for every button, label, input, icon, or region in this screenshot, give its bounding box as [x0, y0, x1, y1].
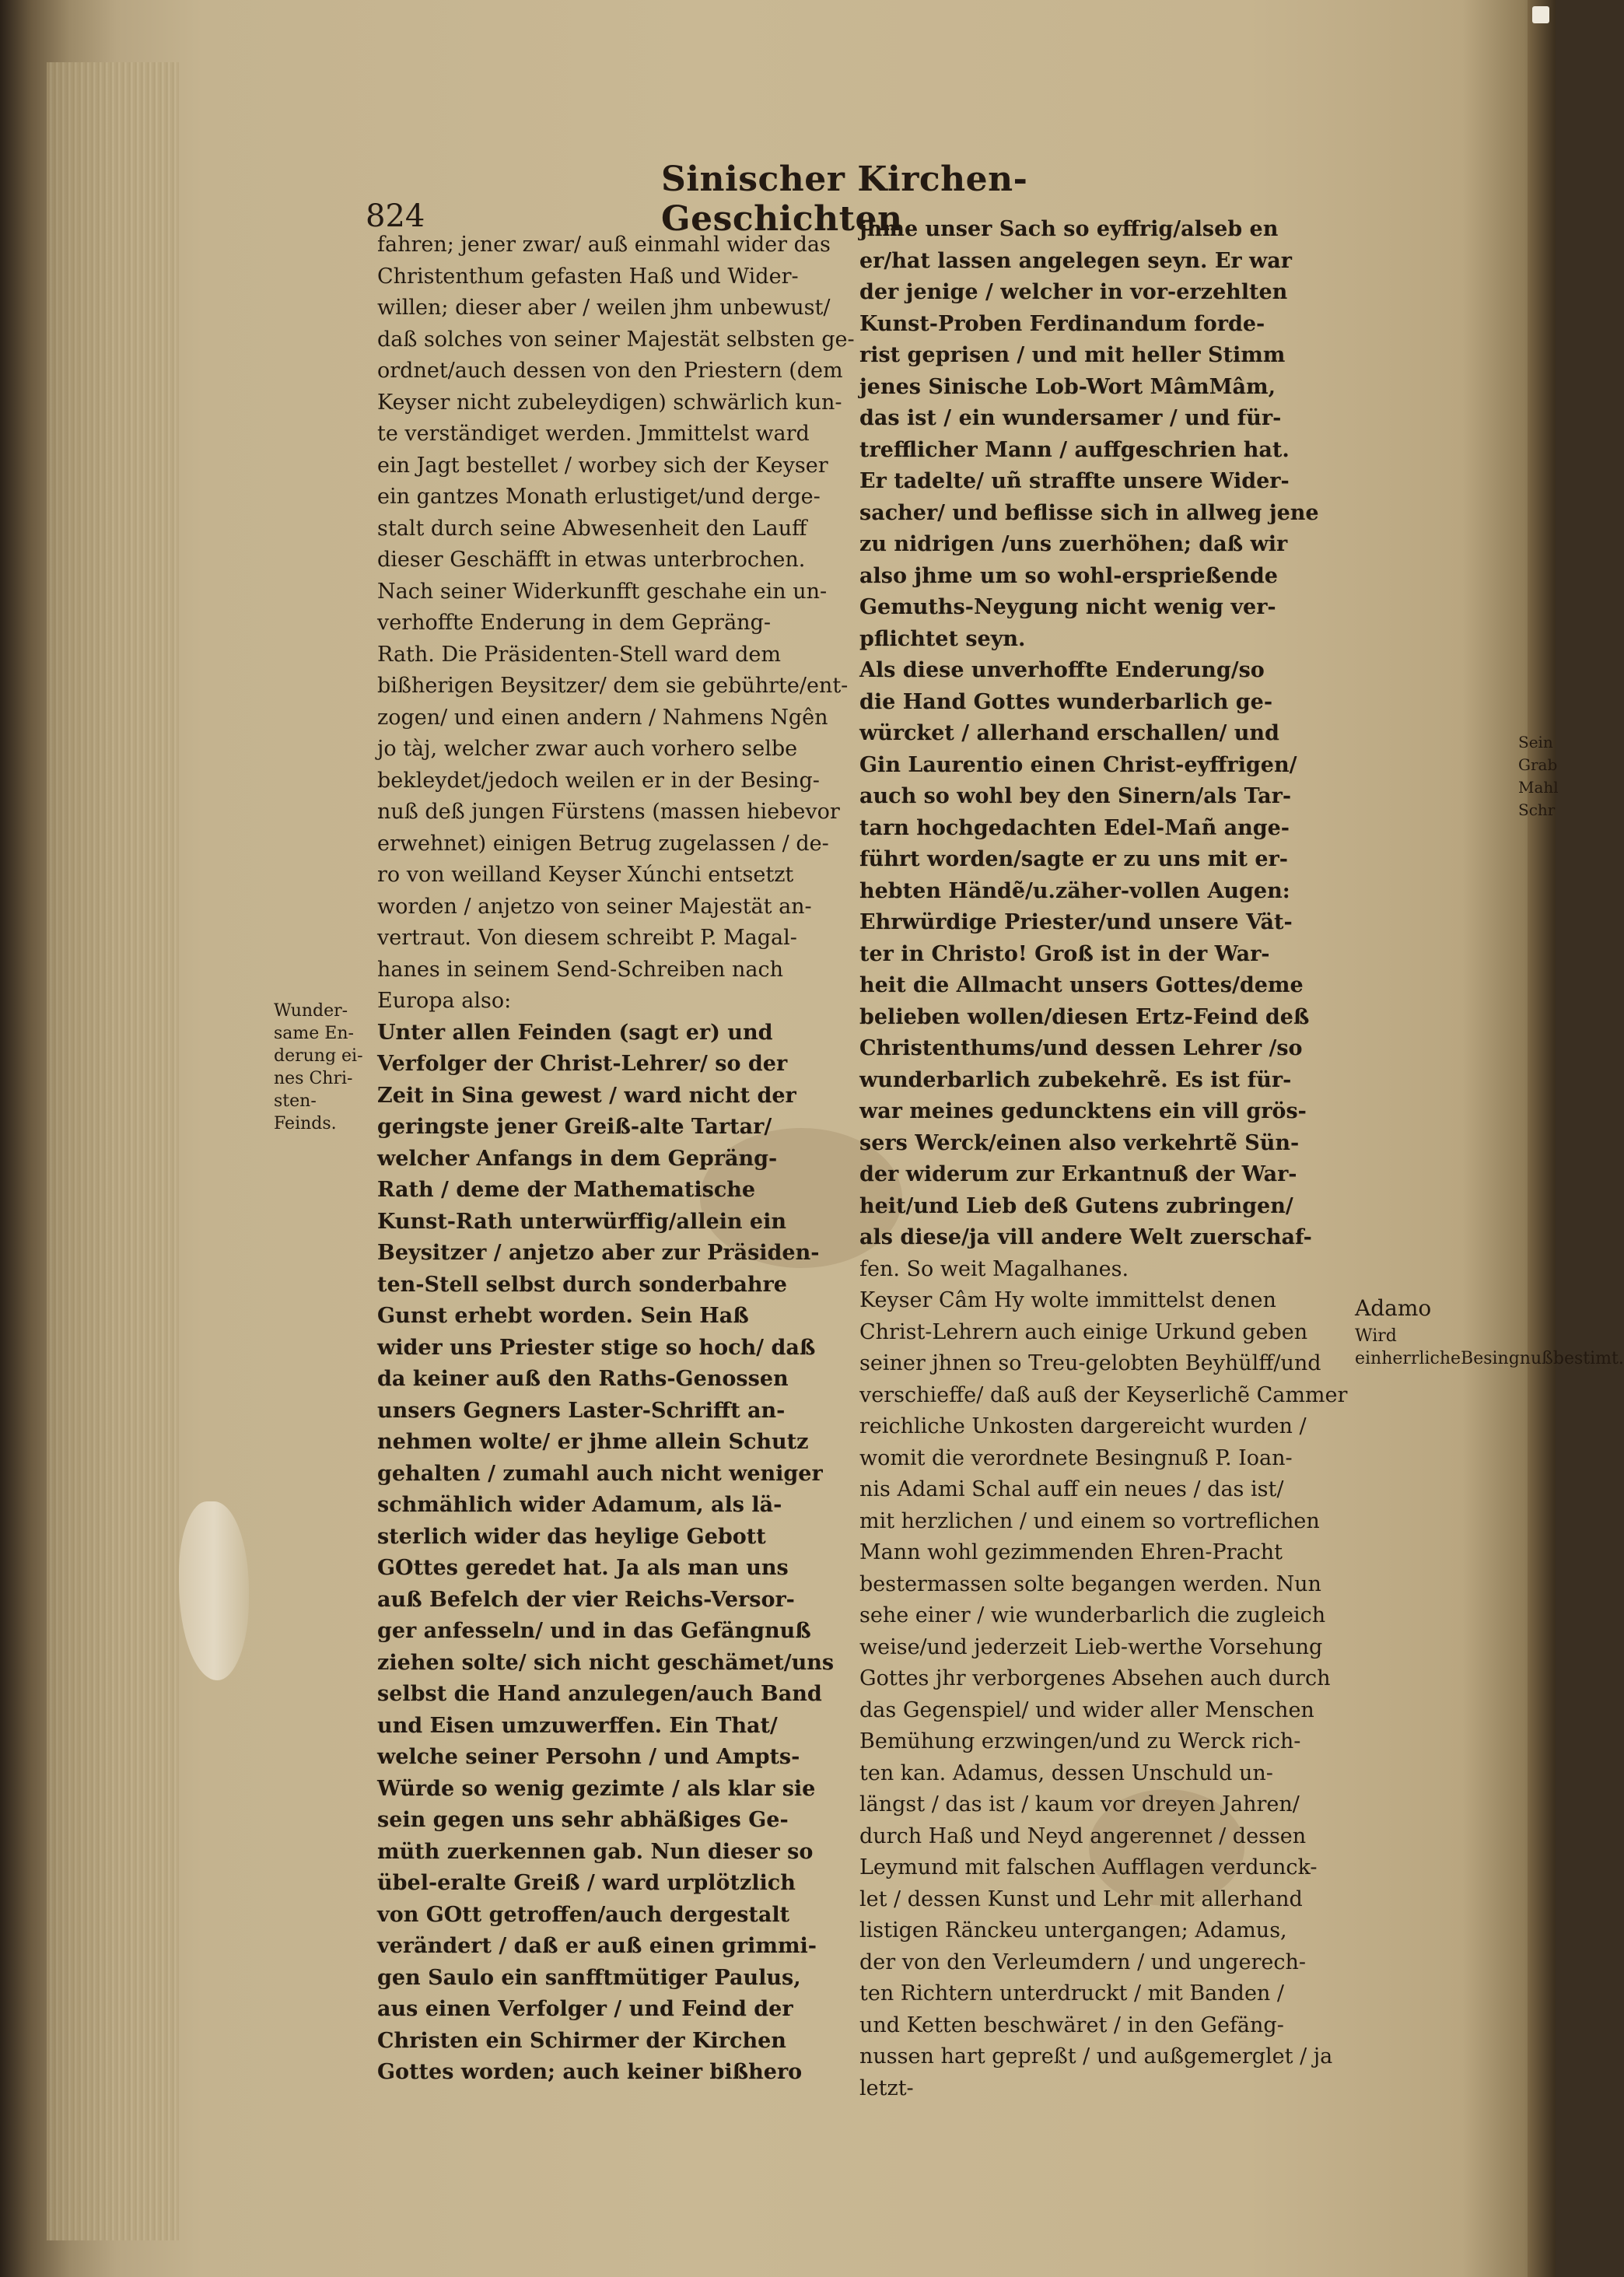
text-line: Ehrwürdige Priester/und unsere Vät-	[859, 910, 1293, 934]
text-line: Keyser Câm Hy wolte immittelst denen	[859, 1288, 1276, 1312]
edge-fragment-line: Grab	[1518, 755, 1558, 774]
text-line: ein Jagt bestellet / worbey sich der Keyser	[377, 453, 828, 478]
text-line: trefflicher Mann / auffgeschrien hat.	[859, 437, 1290, 462]
text-line: ten-Stell selbst durch sonderbahre	[377, 1272, 787, 1297]
right-text-column	[859, 214, 1348, 2104]
text-line: Gunst erhebt worden. Sein Haß	[377, 1304, 749, 1328]
text-line: Christenthums/und dessen Lehrer /so	[859, 1036, 1303, 1060]
text-line: Gottes jhr verborgenes Absehen auch durch	[859, 1666, 1331, 1690]
text-line: jenes Sinische Lob-Wort MâmMâm,	[859, 374, 1276, 399]
text-line: zogen/ und einen andern / Nahmens Ngên	[377, 705, 828, 730]
text-line: längst / das ist / kaum vor dreyen Jahren/	[859, 1792, 1300, 1816]
text-line: let / dessen Kunst und Lehr mit allerhand	[859, 1886, 1303, 1911]
text-line: zu nidrigen /uns zuerhöhen; daß wir	[859, 532, 1288, 556]
margin-note-line: Besingnuß	[1461, 1349, 1553, 1368]
text-line: jhme unser Sach so eyffrig/alseb en	[859, 217, 1279, 241]
text-line: Kunst-Rath unterwürffig/allein ein	[377, 1209, 786, 1234]
text-line: ro von weilland Keyser Xúnchi entsetzt	[377, 863, 794, 887]
text-line: gen Saulo ein sanfftmütiger Paulus,	[377, 1965, 801, 1990]
text-line: Als diese unverhoffte Enderung/so	[859, 658, 1265, 682]
next-page-shadow	[1528, 0, 1556, 2277]
margin-note-line: bestimt.	[1552, 1349, 1624, 1368]
text-line: Gottes worden; auch keiner bißhero	[377, 2060, 803, 2084]
text-line: nuß deß jungen Fürstens (massen hiebevor	[377, 800, 840, 824]
margin-note-line: nes Chri-	[274, 1069, 353, 1088]
text-line: ordnet/auch dessen von den Priestern (dem	[377, 359, 843, 383]
text-line: Gemuths-Neygung nicht wenig ver-	[859, 595, 1276, 619]
text-line: ten kan. Adamus, dessen Unschuld un-	[859, 1760, 1273, 1785]
text-line: Verfolger der Christ-Lehrer/ so der	[377, 1052, 788, 1076]
text-line: Rath. Die Präsidenten-Stell ward dem	[377, 642, 781, 667]
text-line: Beysitzer / anjetzo aber zur Präsiden-	[377, 1241, 820, 1265]
margin-note-line: sten-	[274, 1091, 317, 1111]
margin-note-line: Wunder-	[274, 1001, 348, 1021]
text-line: belieben wollen/diesen Ertz-Feind deß	[859, 1004, 1310, 1029]
text-line: Mann wohl gezimmenden Ehren-Pracht	[859, 1540, 1283, 1564]
left-text-column	[377, 229, 855, 2089]
text-line: mit herzlichen / und einem so vortreflichen	[859, 1508, 1320, 1533]
text-line: gehalten / zumahl auch nicht weniger	[377, 1461, 823, 1486]
text-line: nussen hart gepreßt / und außgemerglet / ja	[859, 2044, 1333, 2069]
text-line: die Hand Gottes wunderbarlich ge-	[859, 689, 1273, 714]
text-line: pflichtet seyn.	[859, 626, 1026, 651]
paper-tear-repair	[179, 1501, 249, 1680]
text-line: schmählich wider Adamum, als lä-	[377, 1493, 782, 1517]
text-line: sein gegen uns sehr abhäßiges Ge-	[377, 1808, 789, 1832]
margin-note-line: derung ei-	[274, 1046, 363, 1066]
text-line: Bemühung erzwingen/und zu Werck rich-	[859, 1729, 1301, 1753]
text-line: sterlich wider das heylige Gebott	[377, 1524, 766, 1549]
margin-note-line: Feinds.	[274, 1114, 337, 1133]
text-line: verschieffe/ daß auß der Keyserlichẽ Cammer	[859, 1382, 1348, 1407]
text-line: Christenthum gefasten Haß und Wider-	[377, 264, 799, 289]
text-line: Rath / deme der Mathematische	[377, 1178, 756, 1202]
text-line: ger anfesseln/ und in das Gefängnuß	[377, 1619, 811, 1643]
text-line: also jhme um so wohl-ersprießende	[859, 563, 1278, 588]
text-line: ein gantzes Monath erlustiget/und derge-	[377, 485, 821, 509]
text-line: sacher/ und beflisse sich in allweg jene	[859, 500, 1319, 525]
text-line: fahren; jener zwar/ auß einmahl wider das	[377, 233, 831, 257]
text-line: das ist / ein wundersamer / und für-	[859, 406, 1282, 430]
text-line: als diese/ja vill andere Welt zuerschaf-	[859, 1225, 1312, 1249]
stacked-page-edges	[47, 62, 179, 2240]
text-line: unsers Gegners Laster-Schrifft an-	[377, 1398, 786, 1423]
text-line: stalt durch seine Abwesenheit den Lauff	[377, 516, 807, 541]
text-line: GOttes geredet hat. Ja als man uns	[377, 1556, 789, 1580]
text-line: war meines geduncktens ein vill grös-	[859, 1099, 1307, 1123]
edge-fragment-line: Sein	[1518, 733, 1553, 751]
text-line: hebten Händẽ/u.zäher-vollen Augen:	[859, 878, 1290, 903]
text-line: Christen ein Schirmer der Kirchen	[377, 2028, 786, 2053]
text-line: der jenige / welcher in vor-erzehlten	[859, 280, 1288, 304]
text-line: sers Werck/einen also verkehrtẽ Sün-	[859, 1130, 1300, 1155]
text-line: Gin Laurentio einen Christ-eyffrigen/	[859, 752, 1297, 777]
text-line: der von den Verleumdern / und ungerech-	[859, 1949, 1307, 1974]
text-line: Kunst-Proben Ferdinandum forde-	[859, 311, 1265, 336]
text-line: bestermassen solte begangen werden. Nun	[859, 1571, 1321, 1596]
text-line: heit die Allmacht unsers Gottes/deme	[859, 973, 1304, 997]
text-line: welcher Anfangs in dem Gepräng-	[377, 1146, 778, 1171]
text-line: übel-eralte Greiß / ward urplötzlich	[377, 1871, 796, 1895]
corner-marker	[1532, 6, 1549, 23]
text-line: Er tadelte/ uñ straffte unsere Wider-	[859, 469, 1290, 493]
text-line: auß Befelch der vier Reichs-Versor-	[377, 1587, 795, 1612]
adjacent-page-fragment	[1518, 731, 1565, 821]
text-line: Würde so wenig gezimte / als klar sie	[377, 1776, 816, 1801]
text-line: der widerum zur Erkantnuß der War-	[859, 1162, 1297, 1186]
text-line: nehmen wolte/ er jhme allein Schutz	[377, 1430, 809, 1454]
text-line: womit die verordnete Besingnuß P. Ioan-	[859, 1445, 1293, 1470]
text-line: jo tàj, welcher zwar auch vorhero selbe	[377, 737, 798, 761]
text-line: durch Haß und Neyd angerennet / dessen	[859, 1823, 1307, 1848]
text-line: reichliche Unkosten dargereicht wurden /	[859, 1414, 1307, 1438]
text-line: weise/und jederzeit Lieb-werthe Vorsehung	[859, 1634, 1323, 1659]
text-line: seiner jhnen so Treu-gelobten Beyhülff/und	[859, 1351, 1321, 1375]
text-line: te verständiget werden. Jmmittelst ward	[377, 422, 810, 446]
text-line: ter in Christo! Groß ist in der War-	[859, 941, 1270, 966]
margin-name: Adamo	[1355, 1295, 1432, 1321]
text-line: wunderbarlich zubekehrẽ. Es ist für-	[859, 1067, 1292, 1092]
text-line: bekleydet/jedoch weilen er in der Besing-	[377, 768, 820, 793]
text-line: bißherigen Beysitzer/ dem sie gebührte/ent-	[377, 674, 849, 698]
text-line: Nach seiner Widerkunfft geschahe ein un-	[377, 579, 828, 604]
text-line: wider uns Priester stige so hoch/ daß	[377, 1335, 816, 1360]
text-line: geringste jener Greiß-alte Tartar/	[377, 1115, 772, 1139]
text-line: tarn hochgedachten Edel-Mañ ange-	[859, 815, 1290, 840]
text-line: willen; dieser aber / weilen jhm unbewust/	[377, 296, 831, 320]
text-line: von GOtt getroffen/auch dergestalt	[377, 1902, 790, 1927]
text-line: daß solches von seiner Majestät selbsten ge-	[377, 327, 855, 352]
text-line: da keiner auß den Raths-Genossen	[377, 1367, 789, 1391]
text-line: listigen Ränckeu untergangen; Adamus,	[859, 1918, 1287, 1942]
text-line: Unter allen Feinden (sagt er) und	[377, 1020, 773, 1045]
page-number: 824	[366, 198, 425, 234]
text-line: aus einen Verfolger / und Feind der	[377, 1997, 793, 2021]
text-line: Europa also:	[377, 989, 512, 1013]
text-line: Leymund mit falschen Aufflagen verdunck-	[859, 1855, 1318, 1879]
text-line: Zeit in Sina gewest / ward nicht der	[377, 1083, 796, 1108]
text-line: rist geprisen / und mit heller Stimm	[859, 343, 1286, 367]
text-line: Christ-Lehrern auch einige Urkund geben	[859, 1319, 1308, 1344]
text-line: letzt-	[859, 2076, 914, 2100]
text-line: würcket / allerhand erschallen/ und	[859, 721, 1279, 745]
text-line: und Eisen umzuwerffen. Ein That/	[377, 1713, 778, 1738]
text-line: auch so wohl bey den Sinern/als Tar-	[859, 784, 1292, 808]
edge-fragment-line: Mahl	[1518, 778, 1559, 797]
text-line: heit/und Lieb deß Gutens zubringen/	[859, 1193, 1293, 1218]
text-line: welche seiner Persohn / und Ampts-	[377, 1745, 800, 1769]
text-line: das Gegenspiel/ und wider aller Menschen	[859, 1697, 1314, 1722]
text-line: erwehnet) einigen Betrug zugelassen / de-	[377, 831, 829, 856]
margin-note-line: herrliche	[1381, 1349, 1461, 1368]
text-line: dieser Geschäfft in etwas unterbrochen.	[377, 548, 806, 572]
text-line: sehe einer / wie wunderbarlich die zugleich	[859, 1603, 1326, 1627]
left-margin-note	[274, 1000, 367, 1135]
text-line: müth zuerkennen gab. Nun dieser so	[377, 1839, 814, 1864]
text-line: ten Richtern unterdruckt / mit Banden /	[859, 1981, 1284, 2006]
text-line: er/hat lassen angelegen seyn. Er war	[859, 248, 1292, 273]
margin-note-line: Wird ein	[1355, 1326, 1397, 1368]
text-line: hanes in seinem Send-Schreiben nach	[377, 957, 783, 982]
text-line: fen. So weit Magalhanes.	[859, 1256, 1129, 1281]
running-head: Sinischer Kirchen-Geschichten	[661, 159, 1028, 239]
text-line: vertraut. Von diesem schreibt P. Magal-	[377, 926, 797, 950]
text-line: ziehen solte/ sich nicht geschämet/uns	[377, 1650, 835, 1675]
text-line: nis Adami Schal auff ein neues / das ist/	[859, 1477, 1284, 1501]
edge-fragment-line: Schr	[1518, 800, 1556, 819]
text-line: und Ketten beschwäret / in den Gefäng-	[859, 2013, 1284, 2037]
right-margin-note	[1355, 1295, 1624, 1370]
text-line: selbst die Hand anzulegen/auch Band	[377, 1682, 822, 1706]
margin-note-line: same En-	[274, 1024, 354, 1043]
text-line: verändert / daß er auß einen grimmi-	[377, 1934, 817, 1958]
text-line: worden / anjetzo von seiner Majestät an-	[377, 894, 812, 919]
margin-note-lines	[1355, 1325, 1624, 1370]
text-line: Keyser nicht zubeleydigen) schwärlich kun-	[377, 390, 842, 415]
text-line: führt worden/sagte er zu uns mit er-	[859, 847, 1288, 871]
text-line: verhoffte Enderung in dem Gepräng-	[377, 611, 771, 635]
